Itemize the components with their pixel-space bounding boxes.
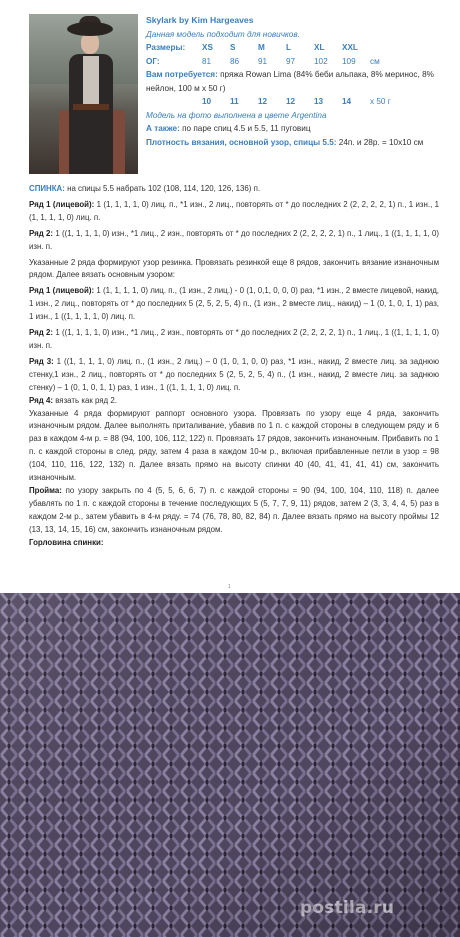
row-text: 1 (1, 1, 1, 1, 0) лиц. п., *1 изн., 2 лиц., повторять от * до последних 2 (2, 2, 2, 2, 1) п., 1 изн., 1 (1, 1, 1, 1, 0) лиц. п. (29, 199, 439, 222)
yarn-count: 11 (230, 97, 239, 106)
size-m: M (258, 43, 265, 52)
og-value: 86 (230, 56, 240, 66)
also-text: по паре спиц 4.5 и 5.5, 11 пуговиц (182, 124, 311, 133)
row2-rib (29, 228, 439, 254)
row-text: 1 ((1, 1, 1, 1, 0) лиц. п., (1 изн., 2 лиц.) – 0 (1, 0, 1, 0, 0) раз, *1 изн., накид, 2 вместе лиц. за заднюю стенку,1 изн., 2 лиц., повторять от * до последних 5 (2, 5, 2, 5, 4) п., (1 изн., накид, 2 вместе лиц. за заднюю стенку) – 1 (0, 1, 0, 1, 1) раз, 1 изн., 1 ((1, 1, 1, 1, 0) лиц. п. (29, 356, 439, 392)
neck-label: Горловина спинки: (29, 537, 104, 547)
armhole-text: по узору закрыть по 4 (5, 5, 6, 6, 7) п. с каждой стороны = 90 (94, 100, 104, 110, 118) п. далее убавлять по 1 п. с каждой стороны в течение последующих 5 (5, 7, 7, 9, 11) рядов, затем 2 (3, 3, 4, 4, 5) раз в каждом 2-м р., затем убавить в 4-м ряду. = 74 (76, 78, 80, 82, 84) п. Далее вязать прямо на высоту проймы 12 (13, 13, 14, 15, 16) см, закончить изнаночным рядом. (29, 485, 439, 534)
row-label: Ряд 1 (лицевой): (29, 286, 95, 296)
pattern-instructions (29, 183, 439, 549)
size-s: S (230, 43, 236, 52)
og-unit: см (370, 56, 380, 66)
row-text: вязать как ряд 2. (55, 395, 117, 405)
row-text: 1 ((1, 1, 1, 1, 0) изн., *1 лиц., 2 изн., повторять от * до последних 2 (2, 2, 2, 2, 1) п., 1 лиц., 1 ((1, 1, 1, 1, 0) изн. п. (29, 228, 439, 251)
row-label: Ряд 2: (29, 228, 54, 238)
sizes-row (146, 41, 446, 55)
neck-section (29, 537, 439, 550)
size-l: L (286, 43, 292, 52)
page-number: 1 (228, 584, 231, 590)
yarn-count: 10 (202, 97, 212, 106)
shaping-paragraph: Указанные 4 ряда формируют раппорт основного узора. Провязать по узору еще 4 ряда, закончить изнаночным рядом. Далее выполнять приталивание, убавив по 1 п. с каждой стороны в следующем ряду и 6 раз в каждом 4-м р. = 88 (94, 100, 106, 112, 122) п. Провязать 17 рядов, закончить изнаночным. Прибавить по 1 п. с каждой стороны в след. ряду, затем 4 раза в каждом 10-м р., включая прибавленные петли в узор = 98 (104, 110, 116, 122, 132) п. Далее вязать прямо на высоту спинки 40 (40, 41, 41, 41, 41) см, закончить изнаночным. (29, 408, 439, 483)
yarn-label: Вам потребуется: (146, 70, 218, 79)
row-label: Ряд 1 (лицевой): (29, 199, 95, 209)
armhole-section (29, 485, 439, 537)
og-value: 109 (342, 56, 356, 66)
gauge-label: Плотность вязания, основной узор, спицы 5.5: (146, 137, 337, 147)
yarn-unit: x 50 г (370, 97, 391, 106)
yarn-count: 12 (258, 97, 268, 106)
knit-swatch-photo (0, 593, 460, 937)
og-value: 102 (314, 56, 328, 66)
row4-main (29, 395, 439, 408)
gauge-line (146, 136, 446, 150)
row1-main (29, 285, 439, 324)
yarn-count: 13 (314, 97, 324, 106)
also-label: А также: (146, 124, 180, 133)
row-label: Ряд 2: (29, 328, 54, 338)
row2-main (29, 327, 439, 353)
og-row (146, 55, 446, 69)
yarn-counts-row (146, 95, 446, 109)
back-section (29, 183, 439, 196)
model-photo (29, 14, 138, 174)
size-xl: XL (314, 43, 325, 52)
yarn-count: 12 (286, 97, 296, 106)
sizes-label: Размеры: (146, 43, 186, 52)
og-value: 97 (286, 56, 296, 66)
pattern-header (146, 14, 446, 149)
armhole-label: Пройма: (29, 485, 62, 495)
watermark: postila.ru (300, 898, 395, 918)
og-value: 81 (202, 56, 212, 66)
also-line (146, 122, 446, 136)
yarn-line (146, 68, 446, 95)
yarn-text: пряжа Rowan Lima (84% беби альпака, 8% меринос, 8% нейлон, 100 м x 50 г) (146, 70, 434, 93)
back-text: на спицы 5.5 набрать 102 (108, 114, 120, 126, 136) п. (67, 184, 261, 193)
pattern-title: Skylark by Kim Hargeaves (146, 15, 254, 25)
row-text: 1 ((1, 1, 1, 1, 0) изн., *1 лиц., 2 изн., повторять от * до последних 2 (2, 2, 2, 2, 1) п., 1 лиц., 1 ((1, 1, 1, 1, 0) изн. п. (29, 328, 439, 350)
row-label: Ряд 3: (29, 356, 54, 366)
og-label: ОГ: (146, 56, 160, 66)
pattern-subtitle: Данная модель подходит для новичков. (146, 29, 300, 39)
row-label: Ряд 4: (29, 395, 53, 405)
gauge-text: 24п. и 28р. = 10x10 см (338, 137, 424, 147)
size-xxl: XXL (342, 43, 358, 52)
og-value: 91 (258, 56, 268, 66)
color-note: Модель на фото выполнена в цвете Argentina (146, 110, 327, 120)
back-label: СПИНКА: (29, 184, 65, 193)
rib-paragraph: Указанные 2 ряда формируют узор резинка. Провязать резинкой еще 8 рядов, закончить вязание изнаночным рядом. Далее вязать основным узором: (29, 257, 439, 280)
row1-rib (29, 199, 439, 225)
yarn-count: 14 (342, 97, 352, 106)
row-text: 1 (1, 1, 1, 1, 0) лиц. п., (1 изн., 2 лиц.) - 0 (1, 0,1, 0, 0, 0) раз, *1 изн., 2 вместе лицевой, накид, 1 изн., 2 лиц., повторять от * до последних 5 (2, 5, 2, 5, 4) п., (1 изн., 2 вместе лиц., накид) – 1 (0, 1, 0, 1, 1) раз, 1 изн., 1 ((1, 1, 1, 1, 0) лиц. п. (29, 286, 439, 322)
row3-main (29, 356, 439, 395)
size-xs: XS (202, 43, 213, 52)
